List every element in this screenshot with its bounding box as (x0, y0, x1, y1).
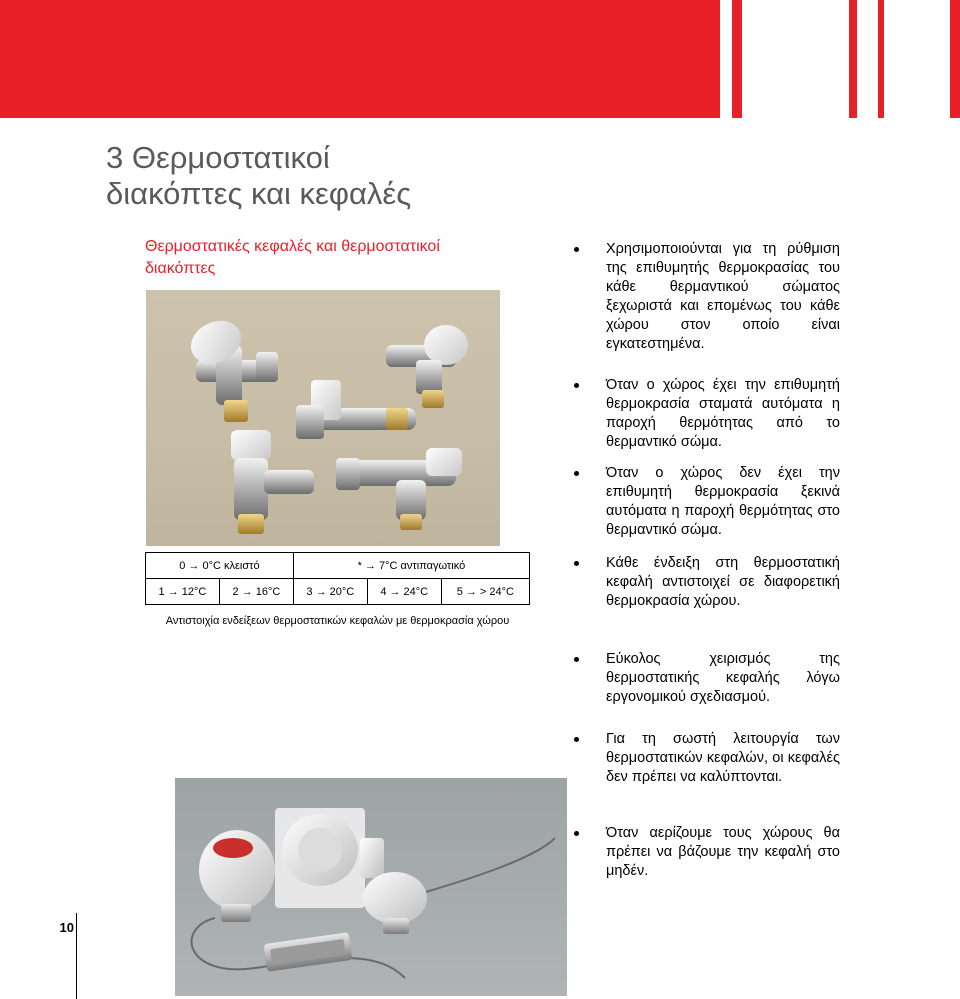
valves-illustration (146, 290, 500, 546)
section-subtitle-line1: Θερμοστατικές κεφαλές και θερμοστατικοί (145, 238, 440, 255)
valve-straight-top-center (296, 380, 416, 439)
list-item-text: Εύκολος χειρισμός της θερμοστατικής κεφαλής λόγω εργονομικού σχεδιασμού. (606, 651, 840, 705)
page-number-rule (76, 913, 77, 999)
bullet-icon (574, 561, 579, 566)
remote-sensor (263, 932, 352, 972)
list-item (574, 730, 840, 787)
list-item-text: Όταν ο χώρος έχει την επιθυμητή θερμοκρασία σταματά αυτόματα η παροχή θερμότητας από το θερμαντικό σώμα. (606, 377, 840, 450)
list-item (574, 376, 840, 452)
header-stripe (950, 0, 960, 118)
bullet-icon (574, 247, 579, 252)
valve-angle-bottom-left (231, 430, 314, 534)
table-row (146, 579, 530, 605)
thermostat-head-left (199, 830, 275, 922)
heads-illustration (175, 778, 567, 996)
table-cell: 4 → 24°C (367, 579, 441, 605)
header-red-band (0, 0, 720, 118)
header-stripe (732, 0, 742, 118)
valve-angle-top-left (184, 313, 278, 422)
list-item (574, 824, 840, 881)
table-cell: 2 → 16°C (219, 579, 293, 605)
table-cell: * → 7°C αντιπαγωτικό (293, 553, 529, 579)
page-title-line2: διακόπτες και κεφαλές (106, 176, 412, 211)
thermostatic-heads-photo (175, 778, 567, 996)
bullet-icon (574, 657, 579, 662)
list-item (574, 464, 840, 540)
table-cell: 1 → 12°C (146, 579, 220, 605)
section-subtitle-line2: διακόπτες (145, 260, 216, 277)
table-cell: 0 → 0°C κλειστό (146, 553, 294, 579)
valve-angle-top-right (386, 325, 468, 408)
page-number: 10 (59, 920, 74, 935)
indication-table (145, 552, 530, 605)
bullet-icon (574, 737, 579, 742)
bullet-icon (574, 383, 579, 388)
list-item (574, 554, 840, 611)
list-item-text: Όταν αερίζουμε τους χώρους θα πρέπει να βάζουμε την κεφαλή στο μηδέν. (606, 825, 840, 879)
table-caption: Αντιστοιχία ενδείξεων θερμοστατικών κεφαλών με θερμοκρασία χώρου (165, 615, 510, 627)
table-cell: 3 → 20°C (293, 579, 367, 605)
valve-angle-bottom-right (336, 448, 462, 530)
list-item-text: Κάθε ένδειξη στη θερμοστατική κεφαλή αντιστοιχεί σε διαφορετική θερμοκρασία χώρου. (606, 555, 840, 609)
list-item-text: Όταν ο χώρος δεν έχει την επιθυμητή θερμοκρασία ξεκινά αυτόματα η παροχή θερμότητας στο θερμαντικό σώμα. (606, 465, 840, 538)
page-title (106, 140, 526, 212)
thermostat-wall-unit (275, 808, 365, 908)
thermostatic-valves-photo (146, 290, 500, 546)
table-cell: 5 → > 24°C (441, 579, 529, 605)
list-item-text: Για τη σωστή λειτουργία των θερμοστατικών κεφαλών, οι κεφαλές δεν πρέπει να καλύπτονται. (606, 731, 840, 785)
section-subtitle (145, 236, 565, 280)
bullet-icon (574, 471, 579, 476)
list-item-text: Χρησιμοποιούνται για τη ρύθμιση της επιθυμητής θερμοκρασίας του κάθε θερμαντικού σώματος ξεχωριστά και επομένως του κάθε χώρου στον οποίο είναι εγκατεστημένα. (606, 241, 840, 352)
header-stripe (849, 0, 857, 118)
thermostat-head-right (360, 838, 427, 934)
header-stripe (878, 0, 884, 118)
page-title-line1: 3 Θερμοστατικοί (106, 140, 330, 175)
list-item (574, 240, 840, 354)
list-item (574, 650, 840, 707)
table-row (146, 553, 530, 579)
bullet-icon (574, 831, 579, 836)
